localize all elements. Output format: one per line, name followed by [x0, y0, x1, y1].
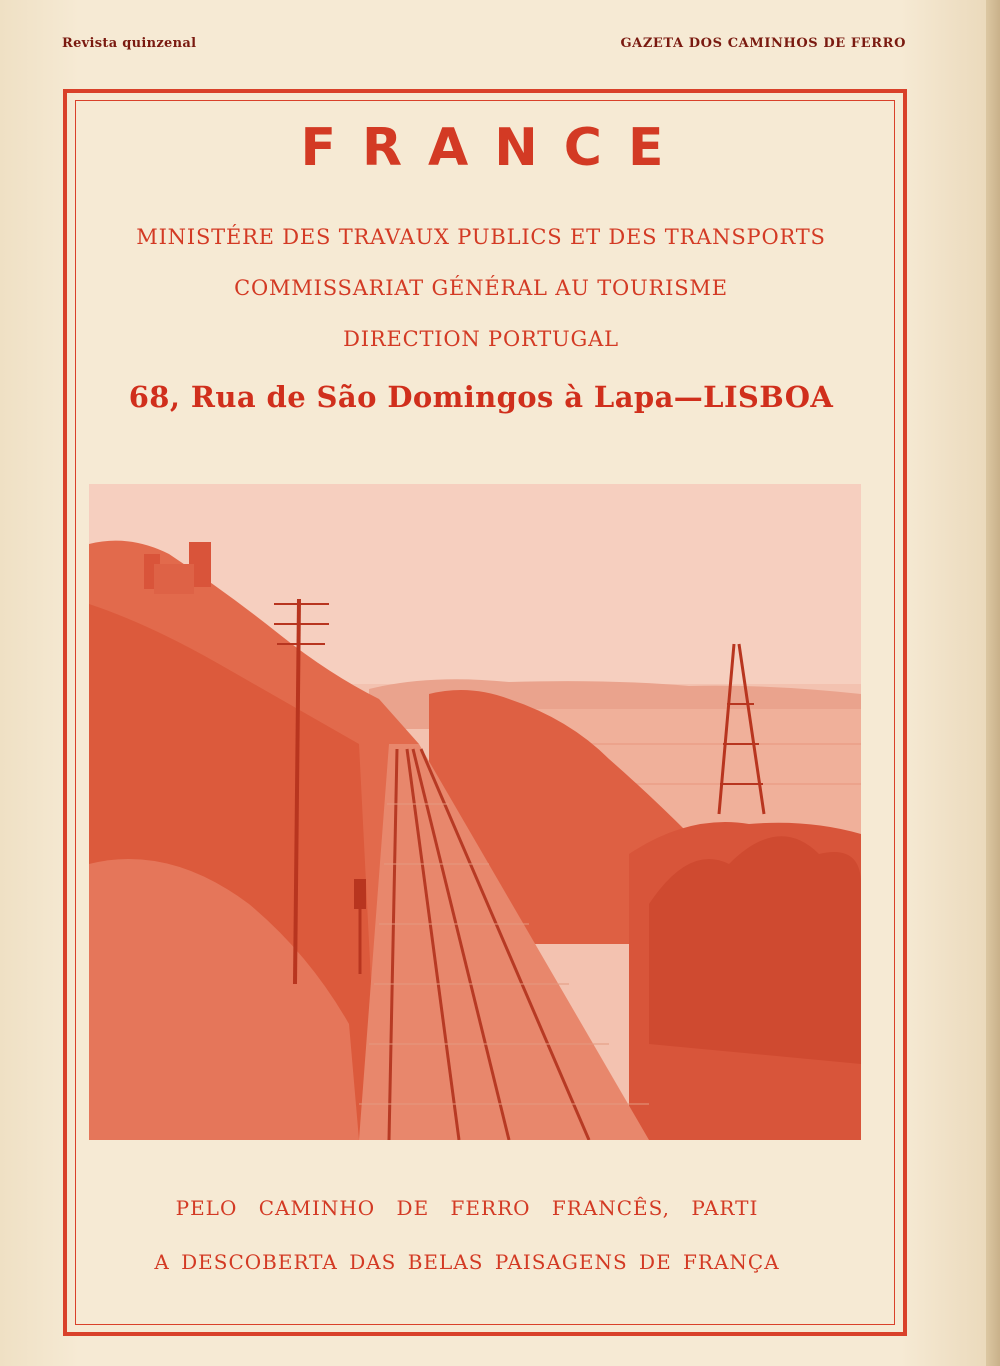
- direction-line: DIRECTION PORTUGAL: [343, 327, 619, 351]
- ministry-line: MINISTÉRE DES TRAVAUX PUBLICS ET DES TRANSPORTS: [136, 225, 826, 249]
- running-head-right: GAZETA DOS CAMINHOS DE FERRO: [620, 36, 906, 51]
- ad-title: FRANCE: [300, 118, 690, 178]
- railway-coast-photo: [89, 484, 861, 1140]
- caption-line-1: PELO CAMINHO DE FERRO FRANCÊS, PARTI: [175, 1196, 759, 1220]
- caption-line-2: A DESCOBERTA DAS BELAS PAISAGENS DE FRANÇA: [154, 1250, 780, 1274]
- commissariat-line: COMMISSARIAT GÉNÉRAL AU TOURISME: [234, 276, 728, 300]
- page-edge: [986, 0, 1000, 1366]
- address-line: 68, Rua de São Domingos à Lapa—LISBOA: [128, 380, 834, 414]
- running-head-left: Revista quinzenal: [62, 36, 197, 51]
